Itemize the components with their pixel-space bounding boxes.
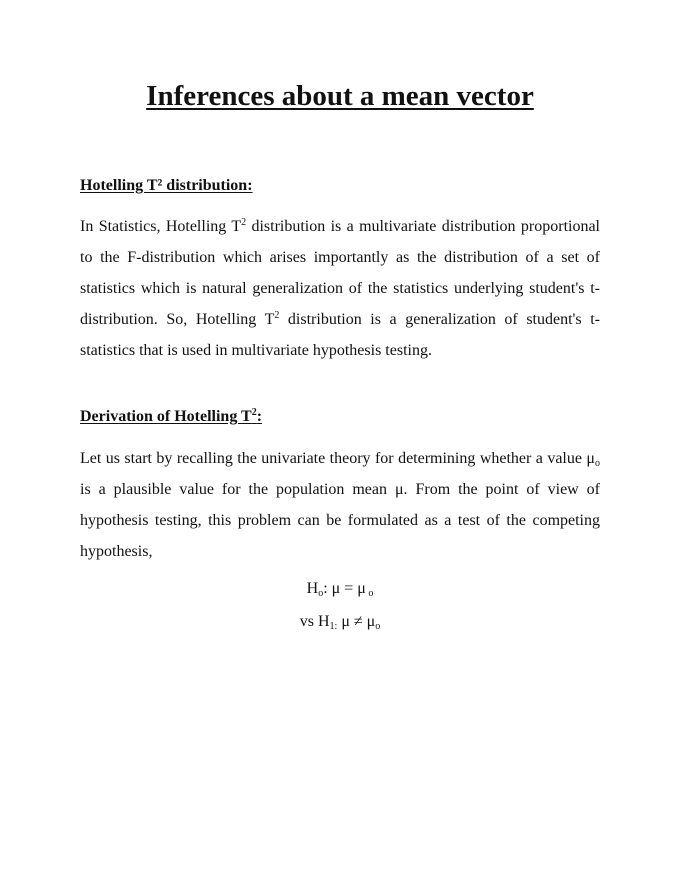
eq-text: : μ = μ xyxy=(323,580,366,597)
text-run: is a plausible value for the population mean μ. From the point of view of hypothesis testing, this problem can be formulated as a test of the competing hypothesis, xyxy=(80,481,600,560)
section-heading-hotelling-distribution: Hotelling T² distribution: xyxy=(80,177,253,194)
superscript: 2 xyxy=(274,310,280,321)
heading-colon: : xyxy=(256,408,263,425)
eq-text: μ ≠ μ xyxy=(337,613,376,630)
subscript: o xyxy=(365,588,374,599)
superscript: 2 xyxy=(241,217,247,228)
subscript: 1: xyxy=(329,621,338,632)
null-hypothesis-equation xyxy=(0,580,680,598)
paragraph-hotelling-definition xyxy=(80,211,600,366)
superscript: 2 xyxy=(251,407,257,418)
eq-symbol: H xyxy=(306,580,319,597)
text-run: distribution is a multivariate distribution proportional to the F-distribution which arises importantly as the distribution of a set of statistics which is natural generalization of the statistics underlying student's t-distribution. So, Hotelling T xyxy=(80,218,600,328)
subscript: o xyxy=(595,458,600,469)
text-run: distribution is a generalization of student's t-statistics that is used in multivariate hypothesis testing. xyxy=(80,311,600,359)
alternative-hypothesis-equation xyxy=(0,613,680,631)
subscript: o xyxy=(318,588,324,599)
heading-text: Derivation of Hotelling T xyxy=(80,408,252,425)
eq-text: vs H xyxy=(299,613,330,630)
section-heading-derivation xyxy=(80,408,262,426)
subscript: o xyxy=(375,621,381,632)
page-title: Inferences about a mean vector xyxy=(146,80,534,112)
text-run: In Statistics, Hotelling T xyxy=(80,218,242,235)
text-run: Let us start by recalling the univariate theory for determining whether a value μ xyxy=(80,450,595,467)
paragraph-derivation xyxy=(80,443,600,567)
